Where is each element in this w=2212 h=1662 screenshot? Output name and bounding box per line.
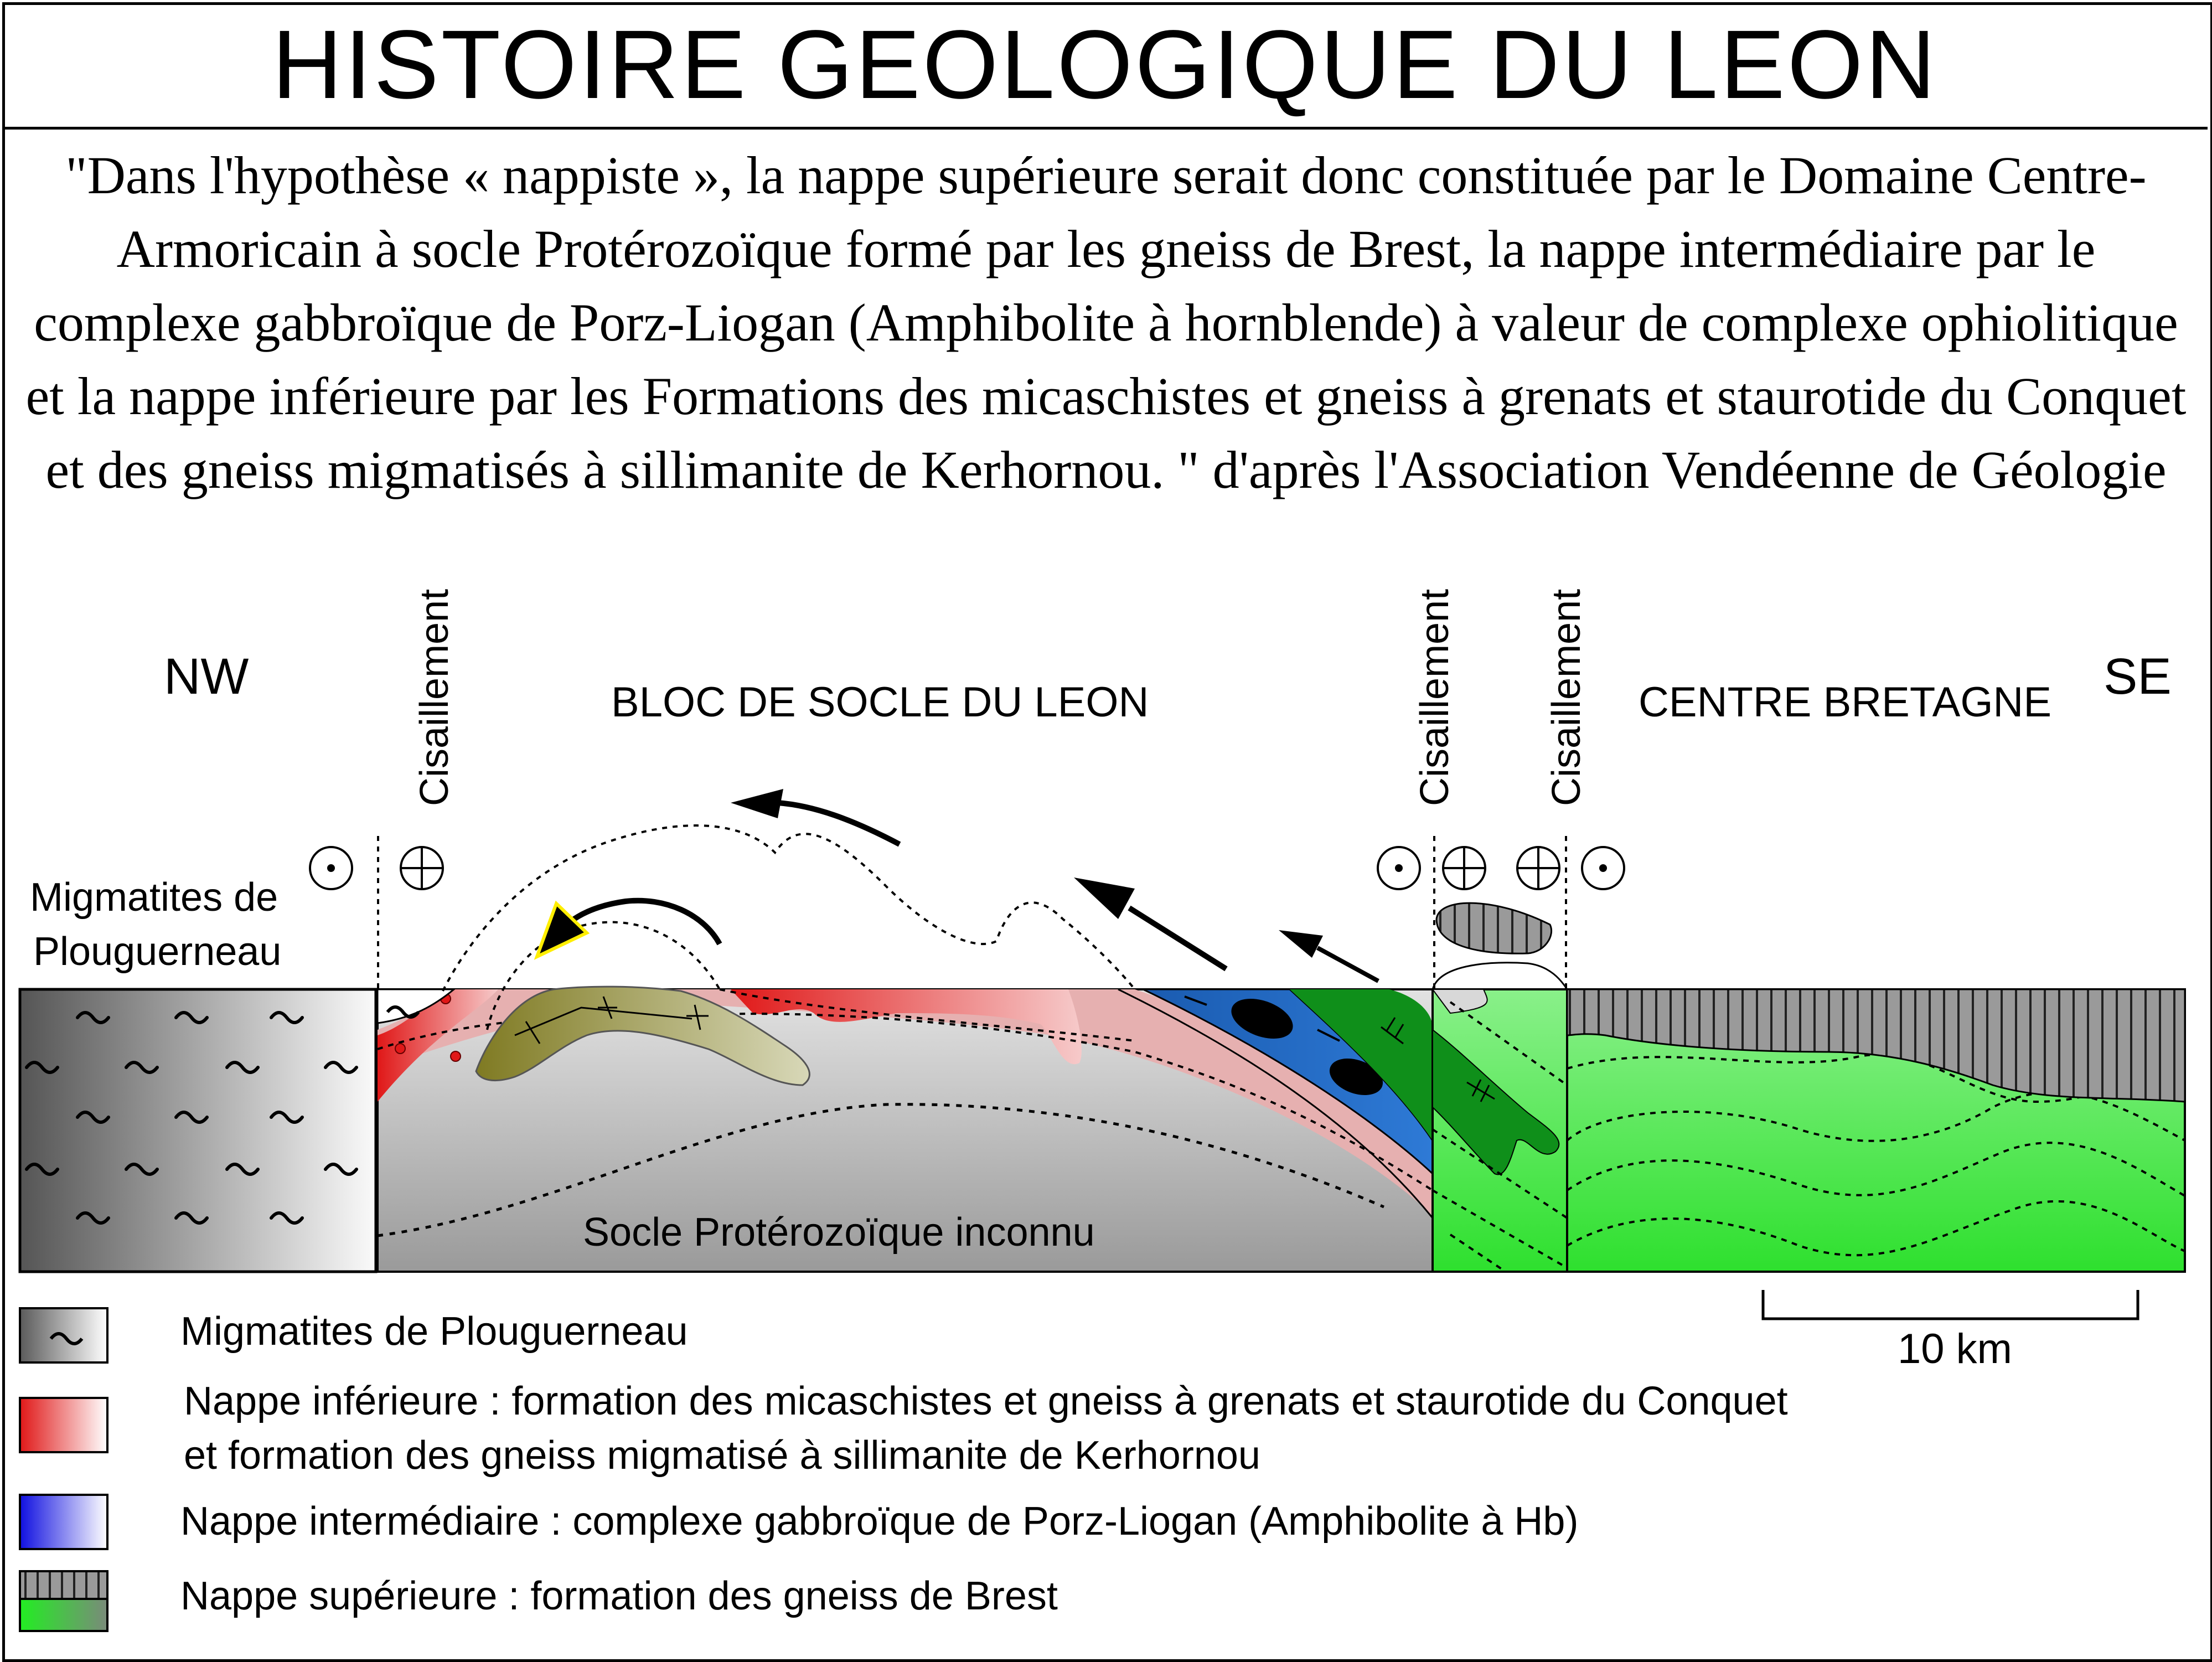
migmatites-block [20, 989, 376, 1272]
scale-bar [1763, 1290, 2138, 1319]
legend-item-lower-nappe-line2: et formation des gneiss migmatisé à sillimanite de Kerhornou [184, 1433, 1260, 1478]
legend-swatch-lower-nappe [20, 1398, 107, 1452]
nw-label: NW [164, 648, 249, 705]
scale-label: 10 km [1898, 1325, 2012, 1372]
centre-bretagne-label: CENTRE BRETAGNE [1639, 679, 2052, 726]
shear-label-2: Cisaillement [1413, 589, 1457, 806]
shear-label-1: Cisaillement [412, 589, 457, 806]
thrust-arrows [537, 789, 1378, 981]
socle-label: Socle Protérozoïque inconnu [583, 1210, 1095, 1255]
upper-nappe-klippe [1436, 903, 1552, 953]
shear-symbols [310, 847, 1624, 889]
legend-item-intermediate-nappe: Nappe intermédiaire : complexe gabbroïque de Porz-Liogan (Amphibolite à Hb) [180, 1499, 1579, 1544]
legend-item-migmatites: Migmatites de Plouguerneau [180, 1309, 688, 1354]
legend-swatch-intermediate-nappe [20, 1495, 107, 1549]
legend-item-lower-nappe-line1: Nappe inférieure : formation des micaschistes et gneiss à grenats et staurotide du Conquet [184, 1379, 1788, 1423]
quote-text: "Dans l'hypothèse « nappiste », la nappe supérieure serait donc constituée par le Domaine Centre-Armoricain à socle Protérozoïque formé par les gneiss de Brest, la nappe intermédiaire par le complexe gabbroïque de Porz-Liogan (Amphibolite à hornblende) à valeur de complexe ophiolitique et la nappe inférieure par les Formations des micaschistes et gneiss à grenats et staurotide du Conquet et des gneiss migmatisés à sillimanite de Kerhornou. " d'après l'Association Vendéenne de Géologie [25, 146, 2187, 499]
legend-item-upper-nappe: Nappe supérieure : formation des gneiss de Brest [180, 1574, 1058, 1618]
bloc-label: BLOC DE SOCLE DU LEON [611, 679, 1149, 726]
migmatites-label-line2: Plouguerneau [33, 930, 282, 974]
page-title: HISTOIRE GEOLOGIQUE DU LEON [272, 10, 1938, 119]
shear-label-3: Cisaillement [1544, 589, 1589, 806]
migmatites-label-line1: Migmatites de [30, 875, 278, 920]
nappe-envelope [443, 825, 1135, 991]
legend-swatches [20, 1308, 107, 1631]
se-label: SE [2104, 648, 2172, 705]
